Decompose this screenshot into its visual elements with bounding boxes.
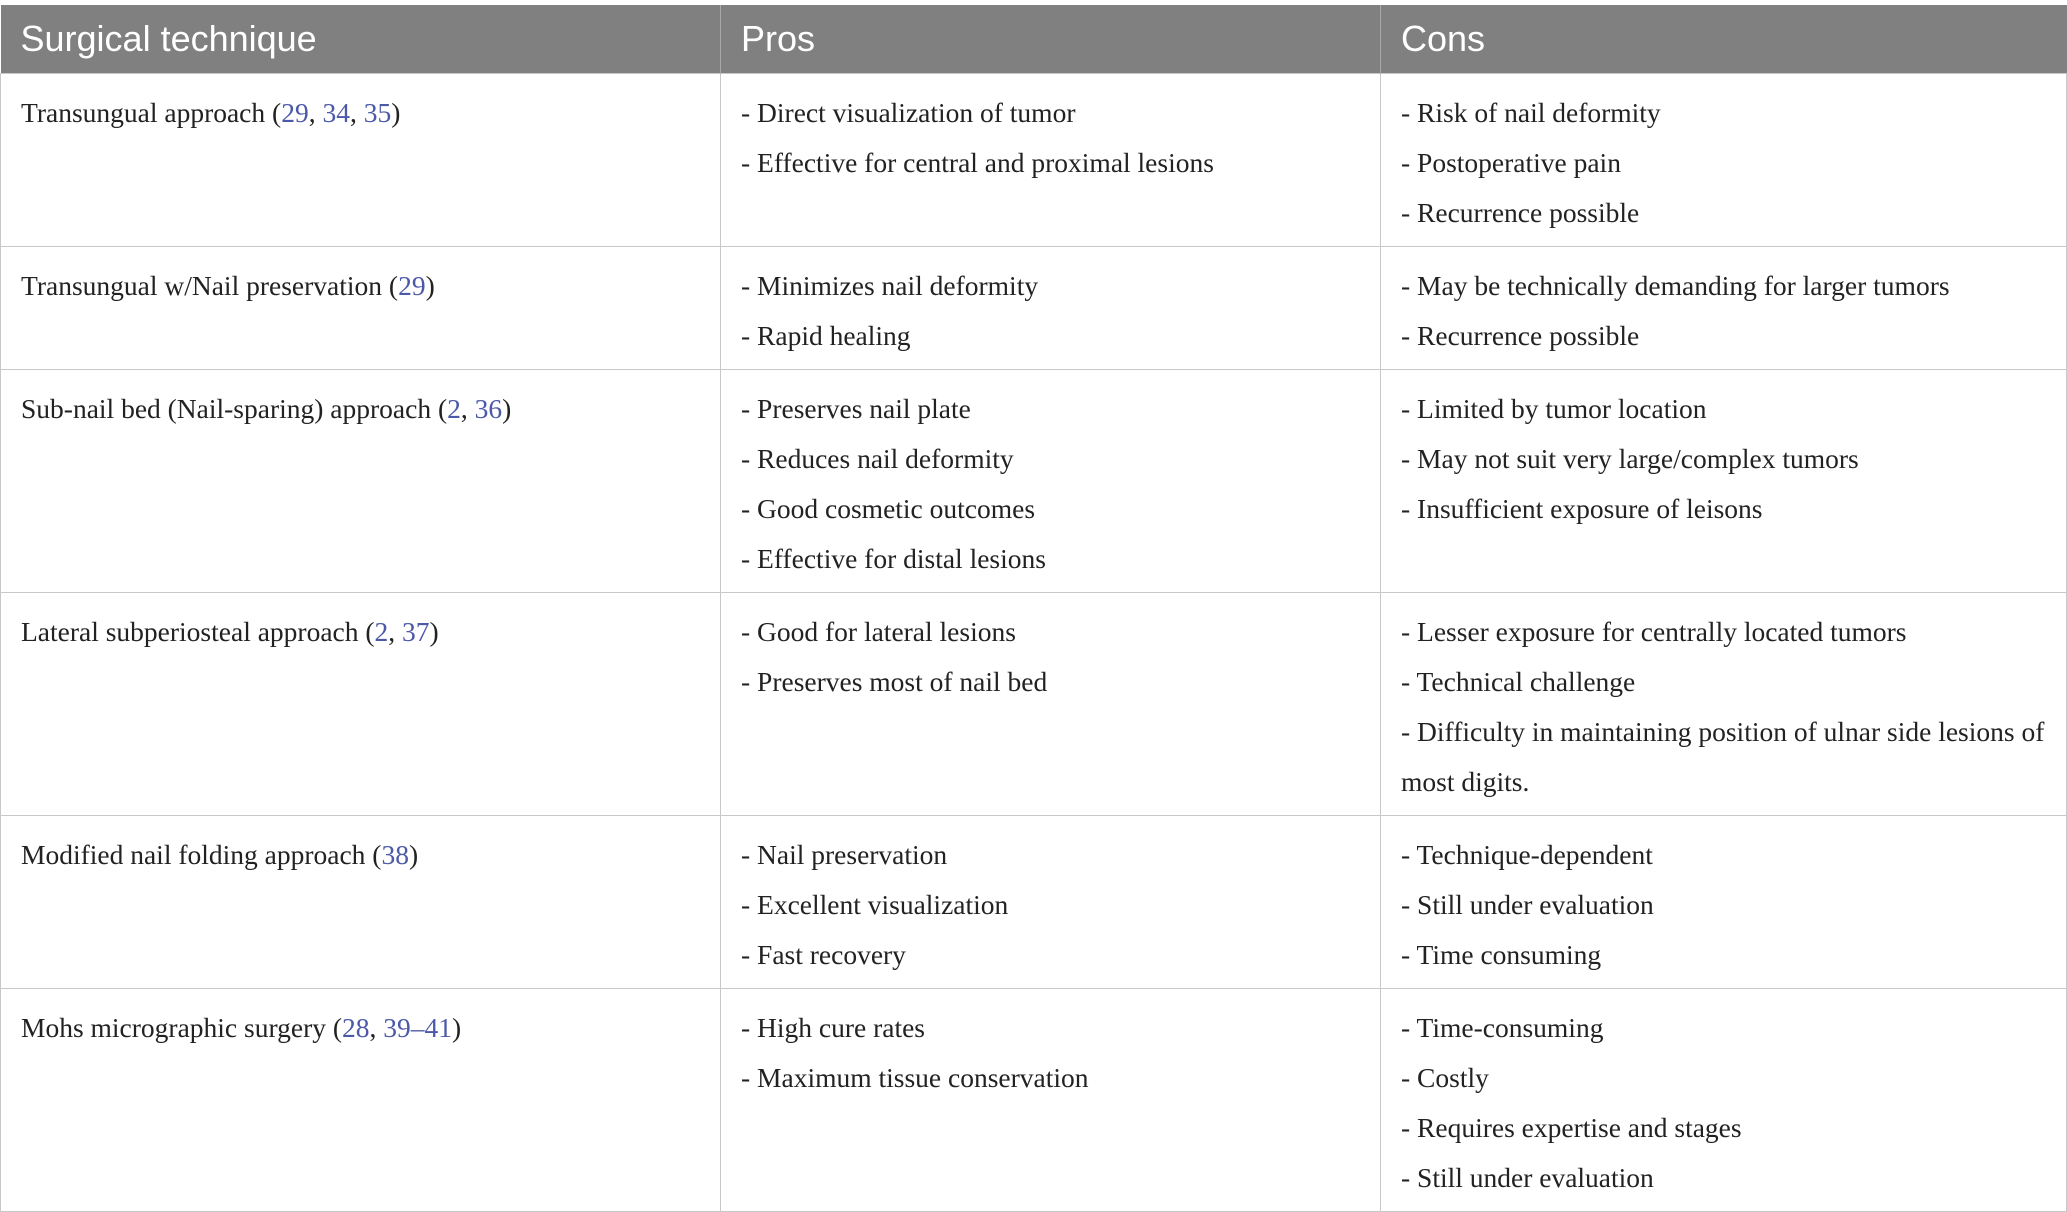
cons-item: - Lesser exposure for centrally located tumors <box>1401 616 1907 647</box>
reference-link[interactable]: 2 <box>374 616 389 647</box>
cons-cell <box>1381 816 2067 989</box>
cons-item: - Requires expertise and stages <box>1401 1112 1742 1143</box>
cons-item: - Technique-dependent <box>1401 839 1653 870</box>
pros-cell <box>721 74 1381 247</box>
cons-item: - Costly <box>1401 1062 1489 1093</box>
pros-cell <box>721 247 1381 370</box>
pros-cell <box>721 593 1381 816</box>
cons-item: - May be technically demanding for larger tumors <box>1401 270 1950 301</box>
pros-cell <box>721 816 1381 989</box>
reference-link[interactable]: 37 <box>402 616 430 647</box>
cons-item: - Still under evaluation <box>1401 1162 1654 1193</box>
table-row <box>1 593 2067 816</box>
technique-cell: Lateral subperiosteal approach (2, 37) <box>1 593 721 816</box>
pros-cell <box>721 370 1381 593</box>
reference-link[interactable]: 36 <box>474 393 503 424</box>
reference-link[interactable]: 38 <box>381 839 409 870</box>
table-row <box>1 989 2067 1212</box>
pros-item: - Preserves most of nail bed <box>741 666 1048 697</box>
technique-name: Transungual approach <box>21 97 266 128</box>
reference-link[interactable]: 35 <box>363 97 392 128</box>
cons-cell <box>1381 370 2067 593</box>
reference-link[interactable]: 2 <box>447 393 461 424</box>
cons-item: - Recurrence possible <box>1401 197 1640 228</box>
reference-link[interactable]: 39–41 <box>383 1012 453 1043</box>
pros-item: - Good for lateral lesions <box>741 616 1016 647</box>
cons-cell <box>1381 74 2067 247</box>
table-body <box>1 74 2067 1212</box>
cons-item: - Time consuming <box>1401 939 1602 970</box>
pros-item: - Excellent visualization <box>741 889 1009 920</box>
technique-cell: Transungual w/Nail preservation (29) <box>1 247 721 370</box>
cons-item: - Insufficient exposure of leisons <box>1401 493 1763 524</box>
cons-item: - Still under evaluation <box>1401 889 1654 920</box>
pros-item: - Fast recovery <box>741 939 906 970</box>
pros-item: - High cure rates <box>741 1012 926 1043</box>
header-cons: Cons <box>1381 5 2067 74</box>
technique-cell: Mohs micrographic surgery (28, 39–41) <box>1 989 721 1212</box>
technique-name: Lateral subperiosteal approach <box>21 616 359 647</box>
technique-name: Transungual w/Nail preservation <box>21 270 383 301</box>
cons-item: - Difficulty in maintaining position of ulnar side lesions of most digits. <box>1401 716 2045 797</box>
pros-item: - Reduces nail deformity <box>741 443 1014 474</box>
pros-item: - Minimizes nail deformity <box>741 270 1039 301</box>
pros-item: - Effective for central and proximal lesions <box>741 147 1214 178</box>
cons-item: - Technical challenge <box>1401 666 1636 697</box>
cons-cell <box>1381 593 2067 816</box>
cons-item: - Time-consuming <box>1401 1012 1604 1043</box>
cons-item: - Limited by tumor location <box>1401 393 1707 424</box>
cons-cell <box>1381 989 2067 1212</box>
surgical-technique-table <box>0 5 2067 1212</box>
header-surgical-technique: Surgical technique <box>1 5 721 74</box>
table-header-row <box>1 5 2067 74</box>
pros-cell <box>721 989 1381 1212</box>
table-row <box>1 370 2067 593</box>
pros-item: - Rapid healing <box>741 320 911 351</box>
pros-item: - Maximum tissue conservation <box>741 1062 1089 1093</box>
pros-item: - Effective for distal lesions <box>741 543 1046 574</box>
technique-cell: Transungual approach (29, 34, 35) <box>1 74 721 247</box>
pros-item: - Preserves nail plate <box>741 393 971 424</box>
table-row <box>1 816 2067 989</box>
cons-item: - Risk of nail deformity <box>1401 97 1661 128</box>
technique-cell: Modified nail folding approach (38) <box>1 816 721 989</box>
reference-link[interactable]: 34 <box>322 97 350 128</box>
pros-item: - Nail preservation <box>741 839 948 870</box>
technique-name: Mohs micrographic surgery <box>21 1012 326 1043</box>
cons-item: - Postoperative pain <box>1401 147 1621 178</box>
table-row <box>1 247 2067 370</box>
pros-item: - Direct visualization of tumor <box>741 97 1076 128</box>
cons-item: - May not suit very large/complex tumors <box>1401 443 1859 474</box>
cons-item: - Recurrence possible <box>1401 320 1640 351</box>
technique-name: Sub-nail bed (Nail-sparing) approach <box>21 393 432 424</box>
reference-link[interactable]: 29 <box>281 97 309 128</box>
technique-cell: Sub-nail bed (Nail-sparing) approach (2, 36) <box>1 370 721 593</box>
reference-link[interactable]: 29 <box>398 270 426 301</box>
table-row <box>1 74 2067 247</box>
reference-link[interactable]: 28 <box>342 1012 370 1043</box>
pros-item: - Good cosmetic outcomes <box>741 493 1036 524</box>
technique-name: Modified nail folding approach <box>21 839 366 870</box>
comparison-table-container <box>0 5 2066 1212</box>
header-pros: Pros <box>721 5 1381 74</box>
cons-cell <box>1381 247 2067 370</box>
